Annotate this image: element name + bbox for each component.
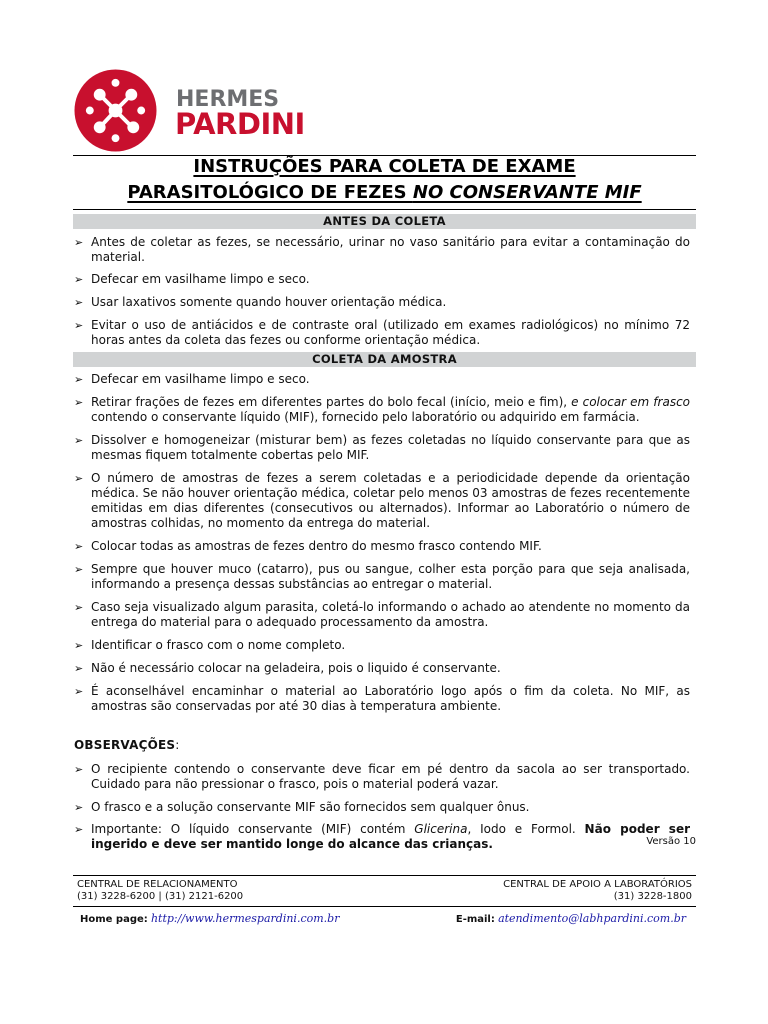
section-heading-antes: ANTES DA COLETA (73, 214, 696, 229)
item-text: O número de amostras de fezes a serem coletadas e a periodicidade depende da orientação médica. Se não houver orientação médica, coletar pelo menos 03 amostras de fezes recentemente emitidas em dias diferentes (consecutivos ou alternados). Informar ao Laboratório o número de amostras colhidas, no momento da entrega do material. (91, 471, 690, 530)
item-text: O recipiente contendo o conservante deve ficar em pé dentro da sacola ao ser transportado. Cuidado para não pressionar o frasco, pois o material poderá vazar. (91, 762, 690, 791)
bullet-icon: ➢ (74, 563, 84, 576)
email-line (456, 912, 686, 927)
observacoes-heading-text: OBSERVAÇÕES (74, 738, 176, 752)
item-text: Usar laxativos somente quando houver orientação médica. (91, 295, 447, 309)
logo-text-hermes: HERMES (176, 87, 280, 112)
list-item (74, 433, 690, 463)
item-text: Sempre que houver muco (catarro), pus ou sangue, colher esta porção para que seja analisada, informando a presença dessas substâncias ao entregar o material. (91, 562, 690, 591)
hermes-pardini-logo (74, 69, 374, 153)
bullet-icon: ➢ (74, 434, 84, 447)
item-text: Defecar em vasilhame limpo e seco. (91, 372, 310, 386)
bullet-icon: ➢ (74, 685, 84, 698)
homepage-link[interactable]: http://www.hermespardini.com.br (150, 912, 340, 925)
item-text: Identificar o frasco com o nome completo. (91, 638, 346, 652)
bullet-icon: ➢ (74, 236, 84, 249)
footer-bottom-rule (73, 906, 696, 907)
list-item (74, 822, 690, 852)
list-item (74, 235, 690, 265)
bullet-icon: ➢ (74, 396, 84, 409)
item-text: Retirar frações de fezes em diferentes partes do bolo fecal (início, meio e fim), (91, 395, 572, 409)
footer-contacts (73, 876, 696, 906)
list-item (74, 638, 690, 653)
list-item (74, 600, 690, 630)
bullet-icon: ➢ (74, 601, 84, 614)
bullet-icon: ➢ (74, 296, 84, 309)
item-text: Antes de coletar as fezes, se necessário, urinar no vaso sanitário para evitar a contaminação do material. (91, 235, 690, 264)
list-item (74, 762, 690, 792)
title-line-2: PARASITOLÓGICO DE FEZES (127, 182, 413, 203)
homepage-line (80, 912, 339, 927)
item-text: contendo o conservante líquido (MIF), fornecido pelo laboratório ou adquirido em farmácia. (91, 410, 640, 424)
list-item (74, 395, 690, 425)
item-text: Colocar todas as amostras de fezes dentro do mesmo frasco contendo MIF. (91, 539, 542, 553)
observacoes-heading-colon: : (175, 738, 180, 752)
footer-apoio (503, 879, 692, 903)
observacoes-heading (74, 738, 180, 753)
item-text: , Iodo e Formol. (467, 822, 585, 836)
list-item (74, 318, 690, 348)
list-item (74, 684, 690, 714)
bullet-icon: ➢ (74, 319, 84, 332)
list-item (74, 295, 690, 310)
list-item (74, 661, 690, 676)
logo-text-pardini: PARDINI (175, 107, 305, 141)
bullet-icon: ➢ (74, 472, 84, 485)
item-text: Importante: O líquido conservante (MIF) contém (91, 822, 415, 836)
item-text-italic: Glicerina (414, 822, 468, 836)
footer-relacionamento-phones: (31) 3228-6200 | (31) 2121-6200 (77, 891, 244, 902)
email-label: E-mail: (455, 914, 495, 925)
section-heading-coleta: COLETA DA AMOSTRA (73, 352, 696, 367)
item-text: Evitar o uso de antiácidos e de contraste oral (utilizado em exames radiológicos) no mínimo 72 horas antes da coleta das fezes ou conforme orientação médica. (91, 318, 690, 347)
bullet-icon: ➢ (74, 373, 84, 386)
list-item (74, 372, 690, 387)
molecule-dots-icon (74, 69, 157, 152)
bullet-icon: ➢ (74, 540, 84, 553)
list-observacoes (74, 762, 690, 852)
title-rule (73, 209, 696, 210)
list-coleta (74, 372, 690, 714)
item-text: Não é necessário colocar na geladeira, pois o liquido é conservante. (91, 661, 501, 675)
list-item (74, 272, 690, 287)
item-text: Caso seja visualizado algum parasita, coletá-lo informando o achado ao atendente no momento da entrega do material para o adequado processamento da amostra. (91, 600, 690, 629)
item-text: Defecar em vasilhame limpo e seco. (91, 272, 310, 286)
bullet-icon: ➢ (74, 823, 84, 836)
list-item (74, 471, 690, 531)
footer-apoio-phones: (31) 3228-1800 (613, 891, 692, 902)
list-item (74, 800, 690, 815)
email-link[interactable]: atendimento@labhpardini.com.br (498, 912, 686, 925)
list-item (74, 562, 690, 592)
item-text: Dissolver e homogeneizar (misturar bem) as fezes coletadas no líquido conservante para que as mesmas fiquem totalmente cobertas pelo MIF. (91, 433, 690, 462)
title-line-1: INSTRUÇÕES PARA COLETA DE EXAME (193, 156, 576, 177)
item-text-bold: Não poder ser ingerido e deve ser mantido longe do alcance das crianças. (91, 822, 690, 851)
item-text-italic: e colocar em frasco (571, 395, 691, 409)
bullet-icon: ➢ (74, 273, 84, 286)
bullet-icon: ➢ (74, 639, 84, 652)
title-line-2-italic: NO CONSERVANTE MIF (412, 182, 642, 203)
list-antes (74, 235, 690, 348)
bullet-icon: ➢ (74, 763, 84, 776)
version-label: Versão 10 (646, 836, 696, 847)
item-text: É aconselhável encaminhar o material ao Laboratório logo após o fim da coleta. No MIF, as amostras são conservadas por até 30 dias à temperatura ambiente. (91, 684, 690, 713)
bullet-icon: ➢ (74, 662, 84, 675)
homepage-label: Home page: (80, 914, 148, 925)
list-item (74, 539, 690, 554)
item-text: O frasco e a solução conservante MIF são fornecidos sem qualquer ônus. (91, 800, 530, 814)
page-title (73, 154, 696, 206)
footer-relacionamento (77, 879, 243, 903)
bullet-icon: ➢ (74, 801, 84, 814)
footer-relacionamento-title: CENTRAL DE RELACIONAMENTO (77, 879, 238, 890)
footer-apoio-title: CENTRAL DE APOIO A LABORATÓRIOS (503, 879, 692, 890)
